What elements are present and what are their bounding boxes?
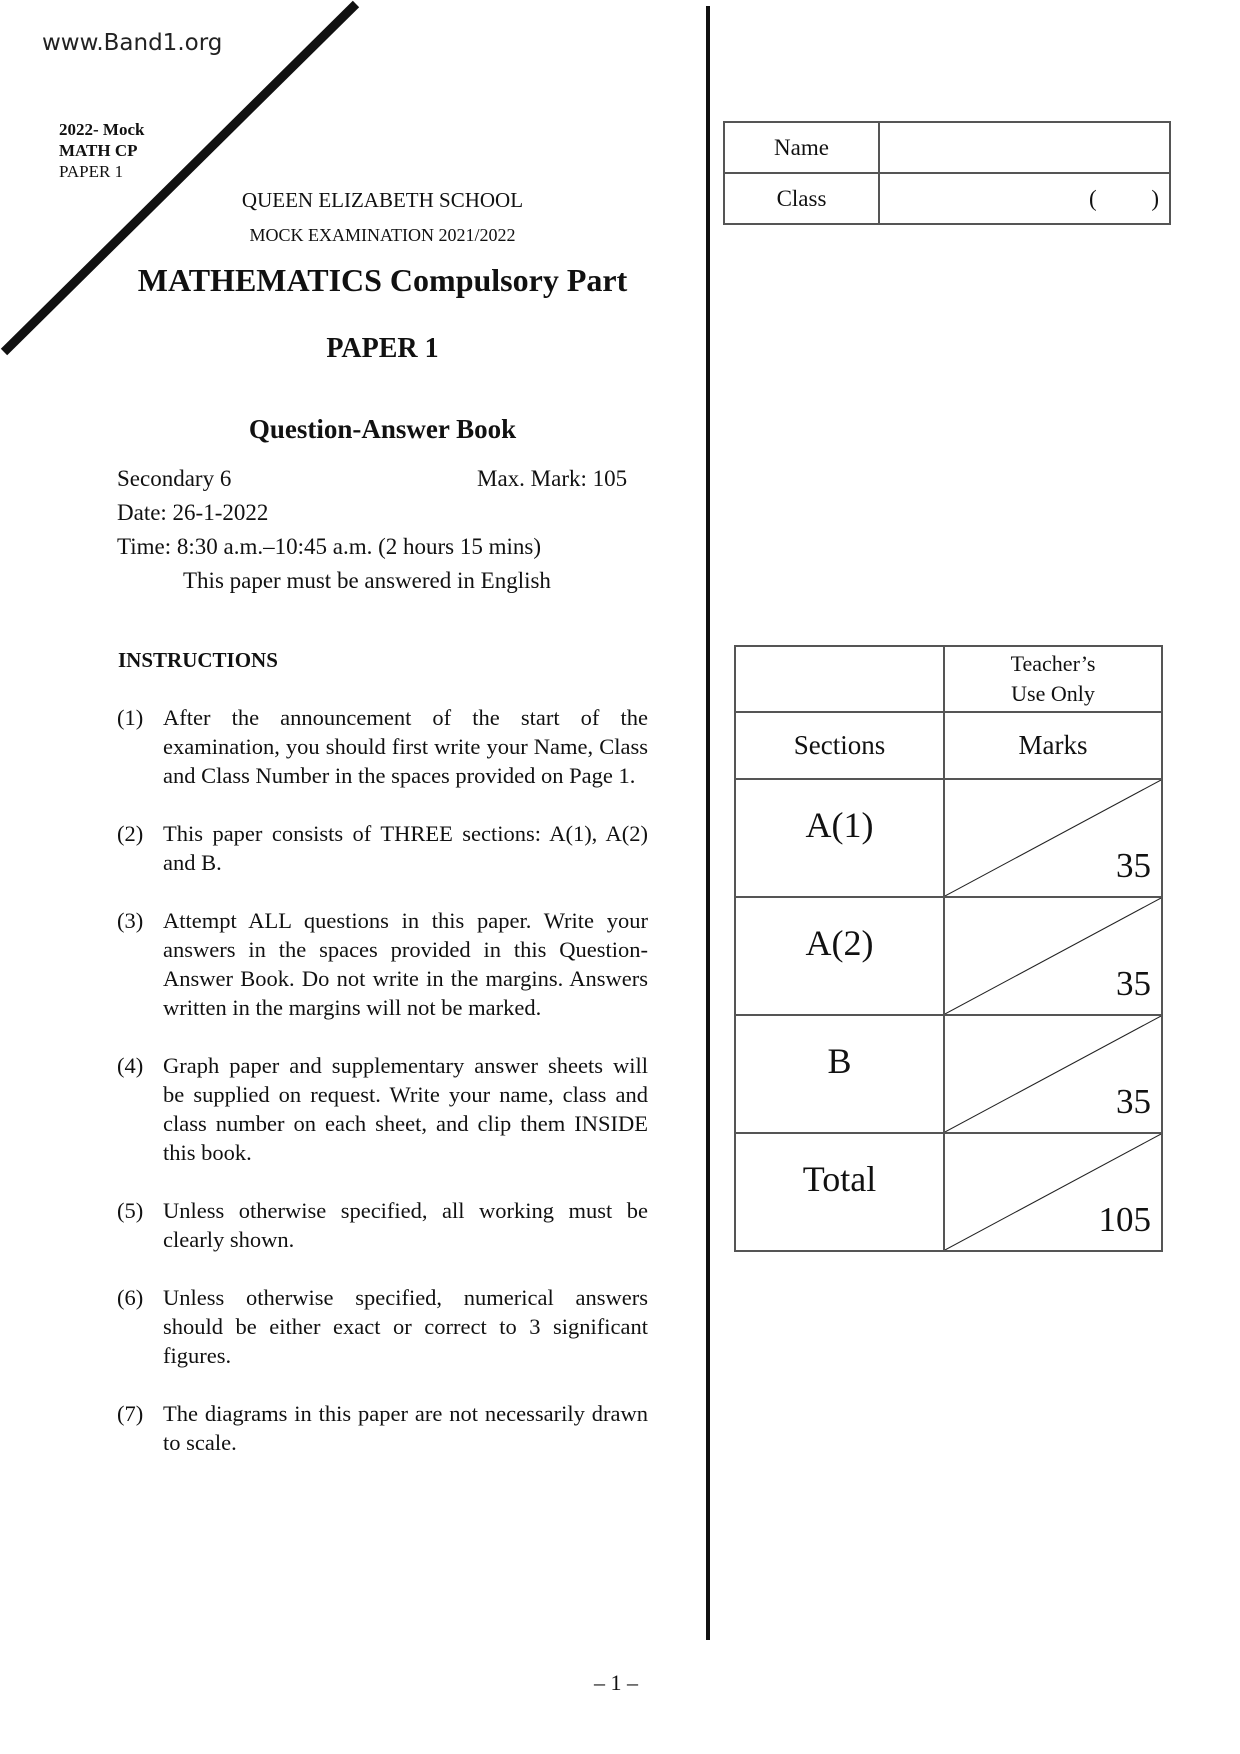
name-field[interactable] (879, 122, 1170, 173)
sections-column-header: Sections (735, 712, 944, 779)
marks-column-header: Marks (944, 712, 1162, 779)
section-label: B (735, 1015, 944, 1133)
corner-tag-subject: MATH CP (59, 141, 138, 160)
marks-cell[interactable] (944, 1133, 1162, 1251)
marks-table-blank-cell (735, 646, 944, 712)
section-label: A(1) (735, 779, 944, 897)
instruction-number: (4) (117, 1053, 144, 1078)
teacher-use-only-header (944, 646, 1162, 712)
marks-table (734, 645, 1163, 1252)
time-text: Time: 8:30 a.m.–10:45 a.m. (2 hours 15 mins) (117, 534, 542, 559)
teacher-use-line1: Teacher’s (1010, 651, 1096, 676)
section-label: A(2) (735, 897, 944, 1015)
instruction-item (117, 1196, 648, 1254)
instruction-text: This paper consists of THREE sections: A(1), A(2) and B. (163, 821, 648, 875)
instruction-item (117, 703, 648, 790)
table-row (735, 1133, 1162, 1251)
school-name: QUEEN ELIZABETH SCHOOL (241, 188, 524, 212)
instruction-number: (6) (117, 1285, 144, 1310)
max-mark-value: 105 (1098, 1200, 1151, 1239)
max-mark-value: 35 (1116, 964, 1151, 1003)
instruction-item (117, 906, 648, 1022)
max-mark-text: Max. Mark: 105 (477, 466, 628, 491)
language-note: This paper must be answered in English (183, 568, 551, 593)
instruction-item (117, 1399, 648, 1457)
instruction-text: After the announcement of the start of the examination, you should first write your Name, Class and Class Number in the spaces provided on Page 1. (163, 705, 648, 788)
instruction-number: (3) (117, 908, 144, 933)
corner-tag-paper: PAPER 1 (59, 162, 124, 181)
website-watermark: www.Band1.org (42, 30, 223, 56)
paper-number: PAPER 1 (326, 333, 439, 364)
subject-title: MATHEMATICS Compulsory Part (137, 262, 628, 298)
class-label: Class (724, 173, 879, 224)
instruction-item (117, 1283, 648, 1370)
table-row (735, 779, 1162, 897)
marks-cell[interactable] (944, 897, 1162, 1015)
table-row (735, 1015, 1162, 1133)
max-mark-value: 35 (1116, 1082, 1151, 1121)
marks-cell[interactable] (944, 779, 1162, 897)
exam-title: MOCK EXAMINATION 2021/2022 (249, 225, 516, 245)
booklet-title: Question-Answer Book (248, 414, 517, 444)
class-number-field[interactable] (1089, 186, 1159, 212)
instruction-number: (1) (117, 705, 144, 730)
student-info-box (723, 121, 1171, 225)
teacher-use-line2: Use Only (1011, 681, 1095, 706)
page-number: – 1 – (594, 1670, 638, 1695)
instruction-item (117, 1051, 648, 1167)
date-text: Date: 26-1-2022 (117, 500, 269, 525)
instruction-number: (2) (117, 821, 144, 846)
section-label: Total (735, 1133, 944, 1251)
instructions-heading: INSTRUCTIONS (118, 648, 278, 672)
table-row (735, 897, 1162, 1015)
corner-diagonal-stripe (0, 0, 400, 370)
instructions-list (117, 703, 648, 1486)
level-text: Secondary 6 (117, 466, 232, 491)
class-number-close-paren: ) (1151, 185, 1159, 211)
instruction-text: The diagrams in this paper are not necessarily drawn to scale. (163, 1401, 648, 1455)
corner-tag-year: 2022- Mock (59, 120, 145, 139)
marks-cell[interactable] (944, 1015, 1162, 1133)
margin-divider-line (706, 6, 710, 1640)
class-number-open-paren: ( (1089, 185, 1097, 211)
instruction-number: (7) (117, 1401, 144, 1426)
name-label: Name (724, 122, 879, 173)
instruction-number: (5) (117, 1198, 144, 1223)
instruction-text: Unless otherwise specified, all working must be clearly shown. (163, 1198, 648, 1252)
instruction-text: Graph paper and supplementary answer sheets will be supplied on request. Write your name, class and class number on each sheet, and clip them INSIDE this book. (163, 1053, 648, 1165)
instruction-item (117, 819, 648, 877)
instruction-text: Unless otherwise specified, numerical answers should be either exact or correct to 3 significant figures. (163, 1285, 648, 1368)
instruction-text: Attempt ALL questions in this paper. Write your answers in the spaces provided in this Question-Answer Book. Do not write in the margins. Answers written in the margins will not be marked. (163, 908, 648, 1020)
max-mark-value: 35 (1116, 846, 1151, 885)
class-field[interactable] (879, 173, 1170, 224)
